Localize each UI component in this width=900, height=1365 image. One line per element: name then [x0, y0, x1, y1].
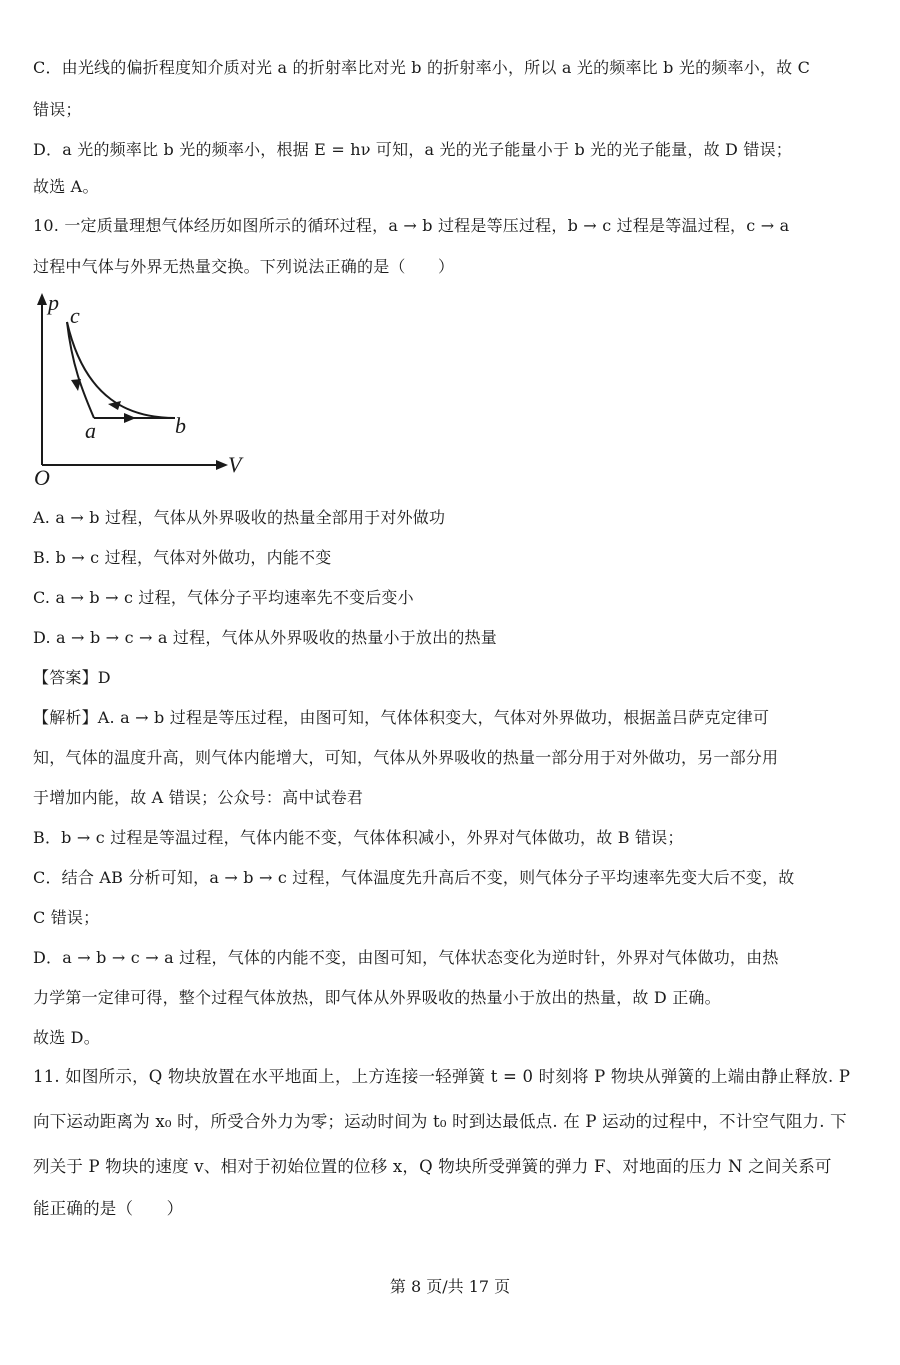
text-line-l6: 过程中气体与外界无热量交换。下列说法正确的是（ ）	[33, 257, 455, 276]
p-v-cycle-diagram	[30, 290, 260, 490]
text-line-l20: 故选 D。	[33, 1028, 100, 1047]
label-b: b	[175, 413, 186, 438]
text-line-l24: 能正确的是（ ）	[33, 1199, 184, 1218]
page-footer: 第 8 页/共 17 页	[389, 1277, 511, 1296]
text-line-l18: D．a → b → c → a 过程，气体的内能不变，由图可知，气体状态变化为逆时针，外界对气体做功，由热	[33, 948, 779, 967]
label-o: O	[34, 465, 50, 490]
text-line-l12: 【解析】A. a → b 过程是等压过程，由图可知，气体体积变大，气体对外界做功，根据盖吕萨克定律可	[33, 708, 770, 727]
text-line-l13: 知，气体的温度升高，则气体内能增大，可知，气体从外界吸收的热量一部分用于对外做功，另一部分用	[33, 748, 779, 767]
text-line-l7: A. a → b 过程，气体从外界吸收的热量全部用于对外做功	[33, 508, 446, 527]
text-line-l8: B. b → c 过程，气体对外做功，内能不变	[33, 548, 332, 567]
text-line-l1: C．由光线的偏折程度知介质对光 a 的折射率比对光 b 的折射率小，所以 a 光的频率比 b 光的频率小，故 C	[33, 58, 811, 77]
text-line-l14: 于增加内能，故 A 错误；公众号：高中试卷君	[33, 788, 364, 807]
text-line-l4: 故选 A。	[33, 177, 99, 196]
arrow-ca	[71, 379, 81, 391]
text-line-l11: 【答案】D	[33, 668, 111, 687]
text-line-l15: B．b → c 过程是等温过程，气体内能不变，气体体积减小，外界对气体做功，故 B 错误；	[33, 828, 684, 847]
text-line-l22: 向下运动距离为 x₀ 时，所受合外力为零；运动时间为 t₀ 时到达最低点. 在 P 运动的过程中，不计空气阻力. 下	[33, 1112, 847, 1131]
p-axis-arrow	[37, 293, 47, 305]
text-line-l10: D. a → b → c → a 过程，气体从外界吸收的热量小于放出的热量	[33, 628, 497, 647]
text-line-l17: C 错误；	[33, 908, 100, 927]
text-line-l3: D．a 光的频率比 b 光的频率小，根据 E = hν 可知，a 光的光子能量小于 b 光的光子能量，故 D 错误；	[33, 140, 792, 159]
text-line-l21: 11. 如图所示，Q 物块放置在水平地面上，上方连接一轻弹簧 t = 0 时刻将 P 物块从弹簧的上端由静止释放. P	[33, 1067, 851, 1086]
label-a: a	[85, 418, 96, 443]
v-axis-arrow	[216, 460, 228, 470]
label-c: c	[70, 303, 80, 328]
arrow-ab	[124, 413, 136, 423]
isotherm-bc	[67, 322, 175, 418]
text-line-l16: C．结合 AB 分析可知，a → b → c 过程，气体温度先升高后不变，则气体分子平均速率先变大后不变，故	[33, 868, 795, 887]
text-line-l5: 10. 一定质量理想气体经历如图所示的循环过程，a → b 过程是等压过程，b → c 过程是等温过程，c → a	[33, 216, 790, 235]
text-line-l19: 力学第一定律可得，整个过程气体放热，即气体从外界吸收的热量小于放出的热量，故 D 正确。	[33, 988, 721, 1007]
text-line-l9: C. a → b → c 过程，气体分子平均速率先不变后变小	[33, 588, 414, 607]
text-line-l23: 列关于 P 物块的速度 v、相对于初始位置的位移 x，Q 物块所受弹簧的弹力 F、对地面的压力 N 之间关系可	[33, 1157, 832, 1176]
text-line-l2: 错误；	[33, 100, 82, 119]
label-v: V	[228, 452, 242, 477]
label-p: p	[48, 290, 59, 315]
